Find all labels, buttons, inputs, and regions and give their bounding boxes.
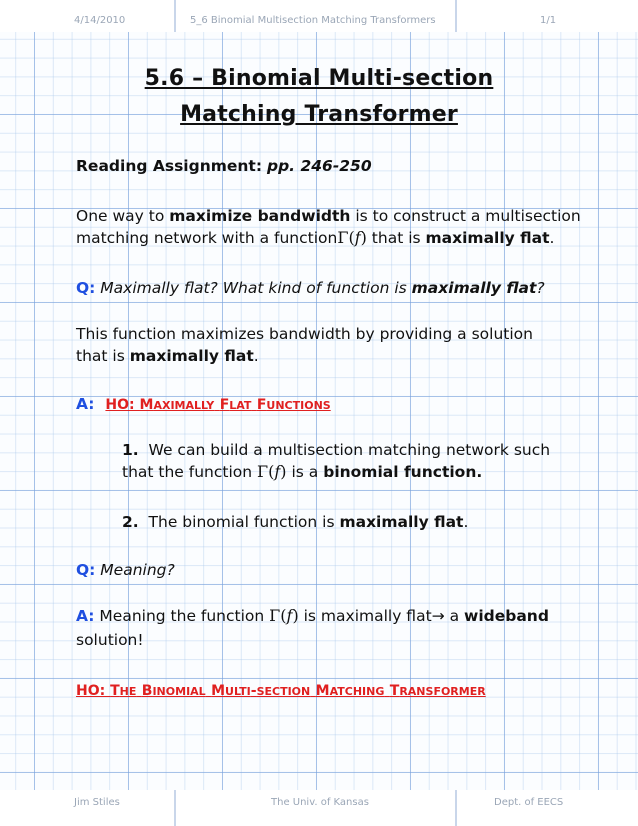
reading-pages: pp. 246-250 xyxy=(266,157,372,175)
para1-line1: One way to maximize bandwidth is to construct a multisection xyxy=(76,207,581,225)
margin-line-right xyxy=(455,0,457,32)
margin-line-left-bottom xyxy=(174,790,176,826)
q-label: Q: xyxy=(76,279,96,297)
item-1-number: 1. xyxy=(122,441,139,459)
item-1-line1: 1. We can build a multisection matching network such xyxy=(122,441,551,459)
ho-maximally-flat-functions-link[interactable]: HO: MAXIMALLY FLAT FUNCTIONS xyxy=(105,397,331,413)
para2-line2: that is maximally flat. xyxy=(76,347,259,365)
answer-2-line2: solution! xyxy=(76,631,144,649)
header-page: 1/1 xyxy=(540,15,557,26)
reading-assignment xyxy=(76,156,372,176)
gamma-f-expression: Γ(f) xyxy=(337,228,367,247)
margin-line-left xyxy=(174,0,176,32)
answer-1 xyxy=(76,394,331,416)
footer-dept: Dept. of EECS xyxy=(494,797,564,808)
a-label: A: xyxy=(76,607,95,625)
header-filename: 5_6 Binomial Multisection Matching Transformers xyxy=(190,15,436,26)
question-1: Q: Maximally flat? What kind of function is maximally flat? xyxy=(76,279,545,297)
para2-line1: This function maximizes bandwidth by providing a solution xyxy=(76,325,533,343)
right-arrow-icon: → xyxy=(431,607,445,625)
reading-label: Reading Assignment: xyxy=(76,157,263,175)
footer-author: Jim Stiles xyxy=(74,797,120,808)
item-1-line2: that the function Γ(f) is a binomial function. xyxy=(122,462,483,481)
page-title-line2: Matching Transformer xyxy=(180,102,458,127)
margin-line-right-bottom xyxy=(455,790,457,826)
ho-binomial-multisection-link[interactable]: HO: THE BINOMIAL MULTI-SECTION MATCHING TRANSFORMER xyxy=(76,683,486,699)
gamma-f-expression: Γ(f) xyxy=(269,606,299,625)
page-title-line1: 5.6 – Binomial Multi-section xyxy=(144,66,494,91)
gamma-f-expression: Γ(f) xyxy=(257,462,287,481)
item-2-number: 2. xyxy=(122,513,139,531)
item-2: 2. The binomial function is maximally flat. xyxy=(122,513,469,531)
question-2: Q: Meaning? xyxy=(76,561,175,579)
a-label: A: xyxy=(76,395,95,413)
header-date: 4/14/2010 xyxy=(74,15,126,26)
q-label: Q: xyxy=(76,561,96,579)
answer-2-line1: A: Meaning the function Γ(f) is maximally flat→ a wideband xyxy=(76,606,549,625)
para1-line2: matching network with a functionΓ(f) that is maximally flat. xyxy=(76,228,555,247)
footer-band xyxy=(0,790,638,826)
ho-binomial-transformer xyxy=(76,680,486,702)
footer-university: The Univ. of Kansas xyxy=(271,797,369,808)
